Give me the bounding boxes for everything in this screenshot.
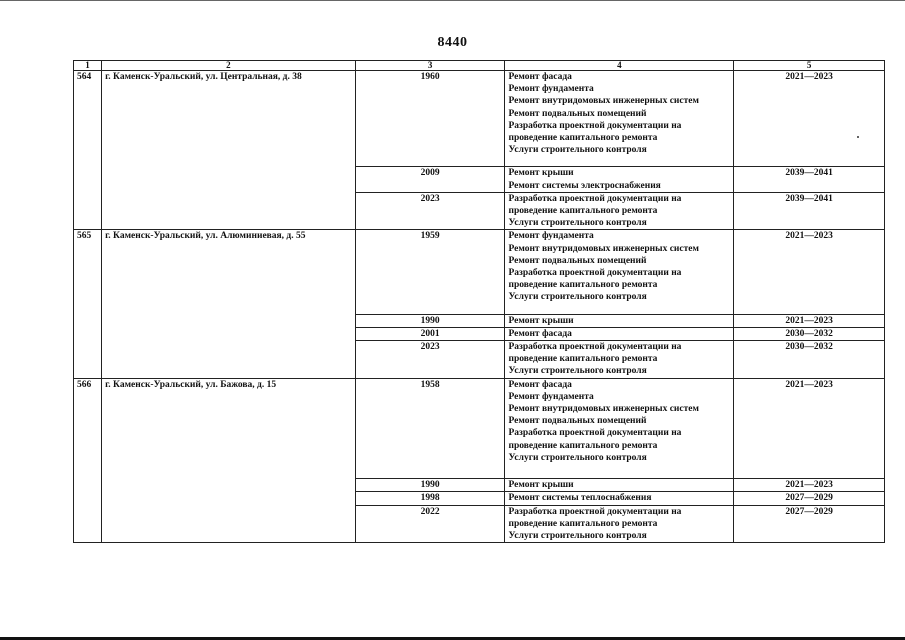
construction-year: 1960 xyxy=(355,71,505,167)
repair-work-item: Ремонт фундамента xyxy=(508,231,594,242)
record-address: г. Каменск-Уральский, ул. Алюминиевая, д. 55 xyxy=(102,230,356,378)
repair-work-item: проведение капитального ремонта xyxy=(508,518,658,529)
repair-work-item: Ремонт внутридомовых инженерных систем xyxy=(508,96,699,107)
repair-period: 2021—2023 xyxy=(734,479,885,492)
repair-work-item: Ремонт фундамента xyxy=(508,391,594,402)
repair-works xyxy=(505,71,734,167)
repair-works xyxy=(505,378,734,478)
repair-work-item: Разработка проектной документации на xyxy=(508,506,682,517)
repair-period: 2021—2023 xyxy=(734,71,885,167)
repair-works xyxy=(505,192,734,230)
construction-year: 2009 xyxy=(355,167,505,192)
table-row xyxy=(74,71,885,167)
record-address: г. Каменск-Уральский, ул. Бажова, д. 15 xyxy=(102,378,356,542)
record-address: г. Каменск-Уральский, ул. Центральная, д. 38 xyxy=(102,71,356,230)
repair-period: 2030—2032 xyxy=(734,341,885,379)
repair-period: 2027—2029 xyxy=(734,492,885,505)
repair-work-item: проведение капитального ремонта xyxy=(508,354,658,365)
repair-work-item: Ремонт системы электроснабжения xyxy=(508,180,661,191)
header-col-3: 3 xyxy=(355,61,505,71)
repair-works xyxy=(505,230,734,314)
construction-year: 1990 xyxy=(355,314,505,327)
repair-period: 2039—2041 xyxy=(734,192,885,230)
repair-work-item: Услуги строительного контроля xyxy=(508,218,647,229)
repair-work-item: Услуги строительного контроля xyxy=(508,452,647,463)
repair-works xyxy=(505,479,734,492)
repair-works xyxy=(505,327,734,340)
construction-year: 1958 xyxy=(355,378,505,478)
cell-spacer xyxy=(508,304,730,314)
repair-work-item: Услуги строительного контроля xyxy=(508,530,647,541)
repair-work-item: проведение капитального ремонта xyxy=(508,280,658,291)
construction-year: 1998 xyxy=(355,492,505,505)
repair-work-item: проведение капитального ремонта xyxy=(508,133,658,144)
repair-work-item: Разработка проектной документации на xyxy=(508,428,682,439)
repair-period: 2021—2023 xyxy=(734,314,885,327)
record-number: 564 xyxy=(74,71,102,230)
repair-work-item: Ремонт фасада xyxy=(508,72,572,82)
repair-works xyxy=(505,492,734,505)
construction-year: 2001 xyxy=(355,327,505,340)
repair-work-item: Разработка проектной документации на xyxy=(508,342,682,353)
repair-work-item: Ремонт системы теплоснабжения xyxy=(508,493,652,504)
table-row xyxy=(74,378,885,478)
repair-works xyxy=(505,314,734,327)
construction-year: 2022 xyxy=(355,505,505,543)
repair-work-item: Ремонт подвальных помещений xyxy=(508,416,647,427)
construction-year: 1959 xyxy=(355,230,505,314)
record-number: 565 xyxy=(74,230,102,378)
repair-work-item: Разработка проектной документации на xyxy=(508,268,682,279)
repair-work-item: Услуги строительного контроля xyxy=(508,366,647,377)
repair-works xyxy=(505,167,734,192)
header-col-1: 1 xyxy=(74,61,102,71)
repair-work-item: Ремонт внутридомовых инженерных систем xyxy=(508,243,699,254)
page-number: 8440 xyxy=(437,35,468,50)
repair-work-item: проведение капитального ремонта xyxy=(508,440,658,451)
repair-period: 2027—2029 xyxy=(734,505,885,543)
header-col-4: 4 xyxy=(505,61,734,71)
repair-work-item: Услуги строительного контроля xyxy=(508,292,647,303)
repair-work-item: Ремонт фасада xyxy=(508,379,572,390)
cell-spacer xyxy=(508,156,730,166)
repair-schedule-table xyxy=(73,60,885,543)
repair-work-item: Ремонт крыши xyxy=(508,315,574,326)
repair-work-item: Разработка проектной документации на xyxy=(508,120,682,131)
repair-works xyxy=(505,341,734,379)
repair-work-item: Ремонт подвальных помещений xyxy=(508,108,647,119)
construction-year: 2023 xyxy=(355,341,505,379)
scan-top-edge xyxy=(0,0,905,1)
repair-work-item: Ремонт внутридомовых инженерных систем xyxy=(508,404,699,415)
table-row xyxy=(74,230,885,314)
repair-period: 2021—2023 xyxy=(734,378,885,478)
repair-work-item: Ремонт крыши xyxy=(508,168,574,179)
record-number: 566 xyxy=(74,378,102,542)
repair-work-item: Ремонт подвальных помещений xyxy=(508,255,647,266)
repair-work-item: Услуги строительного контроля xyxy=(508,145,647,156)
header-col-2: 2 xyxy=(102,61,356,71)
repair-period: 2030—2032 xyxy=(734,327,885,340)
construction-year: 2023 xyxy=(355,192,505,230)
cell-spacer xyxy=(508,464,730,478)
repair-work-item: Ремонт крыши xyxy=(508,480,574,491)
table-header-row xyxy=(74,61,885,71)
repair-work-item: Ремонт фасада xyxy=(508,328,572,339)
repair-work-item: Разработка проектной документации на xyxy=(508,193,682,204)
construction-year: 1990 xyxy=(355,479,505,492)
repair-work-item: проведение капитального ремонта xyxy=(508,206,658,217)
repair-works xyxy=(505,505,734,543)
header-col-5: 5 xyxy=(734,61,885,71)
repair-period: 2021—2023 xyxy=(734,230,885,314)
scan-speck xyxy=(857,136,859,138)
repair-work-item: Ремонт фундамента xyxy=(508,84,594,95)
repair-period: 2039—2041 xyxy=(734,167,885,192)
